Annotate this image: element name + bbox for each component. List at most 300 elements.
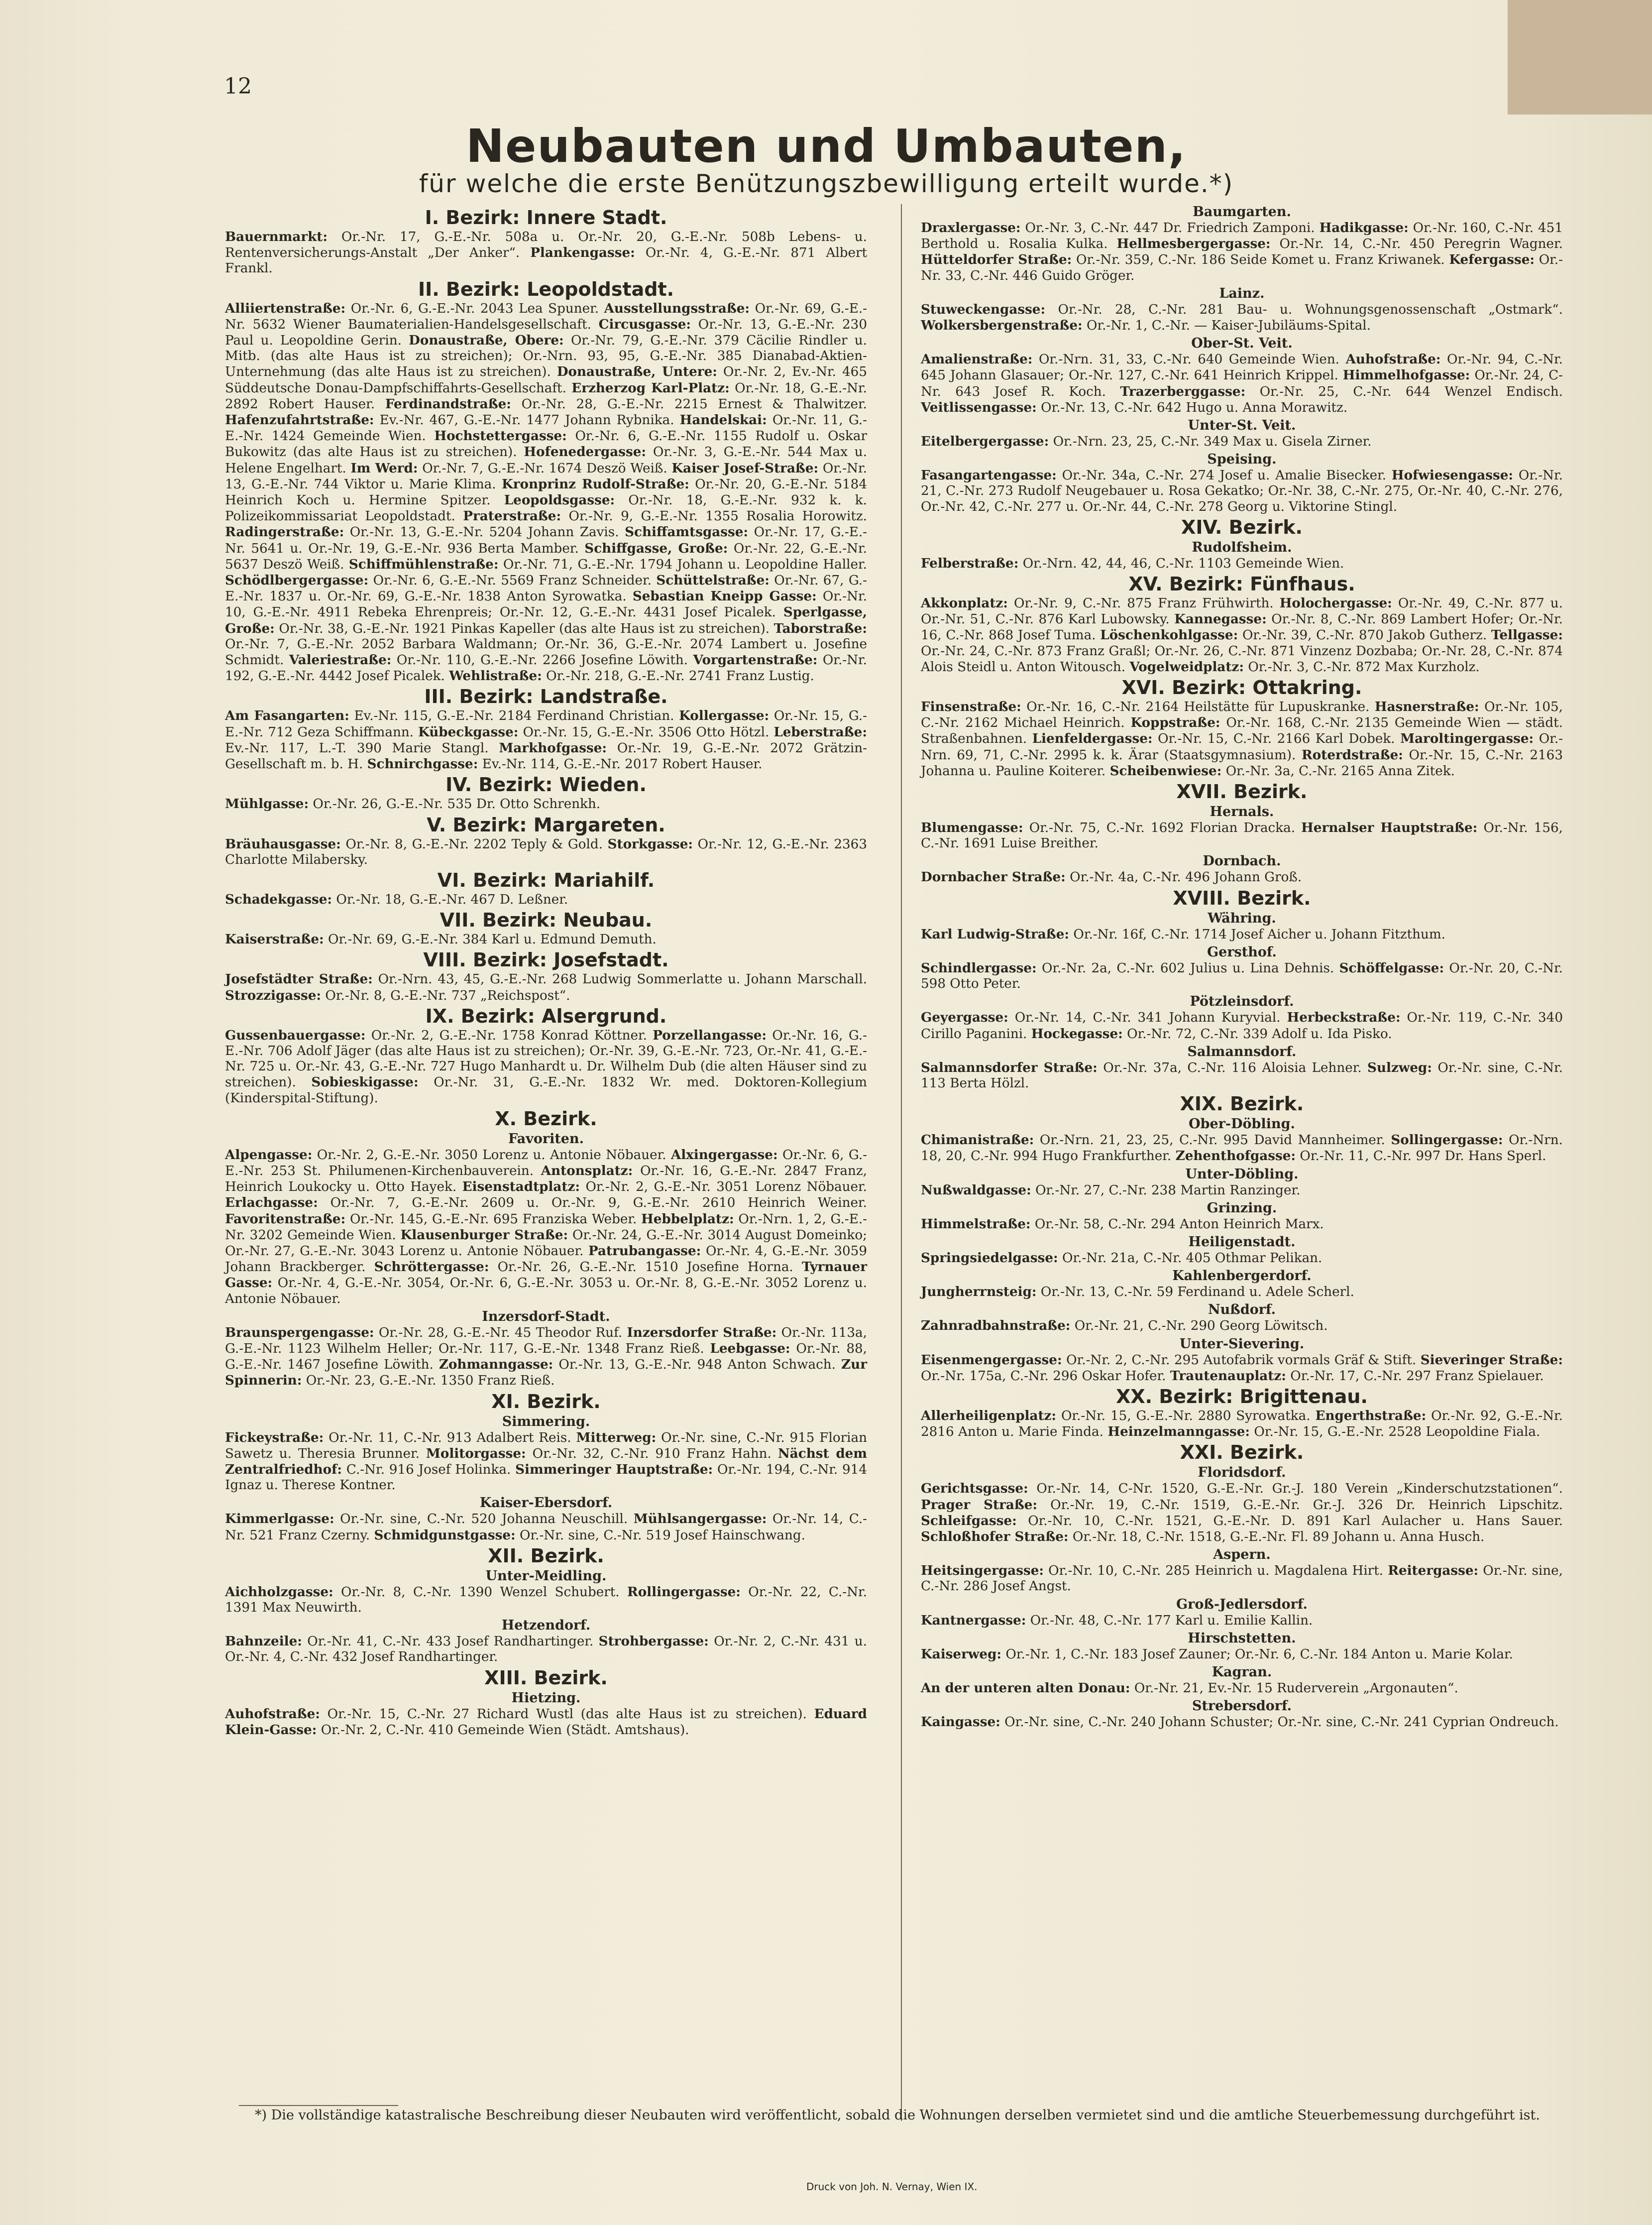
- entry-paragraph: [225, 1584, 867, 1616]
- entry-detail: Or.-Nr. 6, G.-E.-Nr. 1155 Rudolf u. Oskar Bukowitz (das alte Haus ist zu streichen).: [225, 429, 867, 460]
- district-heading: X. Bezirk.: [495, 1107, 597, 1130]
- entry-detail: Or.-Nr. 28, G.-E.-Nr. 45 Theodor Ruf.: [374, 1325, 627, 1340]
- street-name: Simmeringer Hauptstraße:: [515, 1461, 713, 1477]
- street-name: Leebgasse:: [710, 1340, 790, 1356]
- street-name: Erlachgasse:: [225, 1195, 318, 1211]
- entry-detail: Or.-Nr. 75, C.-Nr. 1692 Florian Dracka.: [1023, 820, 1302, 836]
- entry-detail: Or.-Nr. 24, G.-E.-Nr. 3014 August Domeinko; Or.-Nr. 27, G.-E.-Nr. 3043 Lorenz u. Antonie Nöbauer.: [225, 1227, 868, 1259]
- locality-heading: Speising.: [1207, 452, 1277, 468]
- entry-detail: Or.-Nr. 175a, C.-Nr. 296 Oskar Hofer.: [921, 1368, 1170, 1384]
- locality-heading: Kahlenbergerdorf.: [1172, 1268, 1312, 1284]
- entry-detail: Or.-Nr. 21, C.-Nr. 290 Georg Löwitsch.: [1070, 1318, 1328, 1334]
- street-name: Kannegasse:: [1174, 611, 1267, 627]
- entry-paragraph: [225, 229, 867, 277]
- street-name: Heinzelmanngasse:: [1107, 1424, 1250, 1440]
- entry-detail: Or.-Nrn. 31, 33, C.-Nr. 640 Gemeinde Wien.: [1032, 352, 1346, 367]
- entry-paragraph: [225, 796, 867, 812]
- page-subtitle: für welche die erste Benützungszbewilligung erteilt wurde.*): [419, 169, 1234, 198]
- printer-imprint: Druck von Joh. N. Vernay, Wien IX.: [806, 2181, 978, 2193]
- entry-detail: Or.-Nr. 6, G.-E.-Nr. 253 St. Philumenen-Kirchenbauverein.: [225, 1147, 867, 1178]
- entry-detail: Or.-Nr. 41, C.-Nr. 433 Josef Randhartinger.: [302, 1634, 599, 1649]
- entry-detail: Or.-Nr. 69, G.-E.-Nr. 5632 Wiener Baumaterialien-Handelsgesellschaft.: [225, 301, 867, 332]
- entry-detail: Or.-Nr. 2a, C.-Nr. 602 Julius u. Lina Dehnis.: [1036, 960, 1339, 976]
- street-name: Radingerstraße:: [225, 524, 344, 540]
- street-name: Erzherzog Karl-Platz:: [571, 380, 730, 396]
- street-name: Trautenauplatz:: [1170, 1368, 1286, 1384]
- street-name: Trazerberggasse:: [1120, 383, 1246, 399]
- street-name: Maroltingergasse:: [1400, 731, 1534, 747]
- entry-detail: Or.-Nr. 22, C.-Nr. 1391 Max Neuwirth.: [225, 1584, 867, 1615]
- entry-detail: Or.-Nrn. 1, 2, G.-E.-Nr. 3202 Gemeinde Wien.: [225, 1211, 868, 1243]
- entry-detail: Or.-Nr. 71, G.-E.-Nr. 1794 Johann u. Leopoldine Haller.: [498, 557, 867, 572]
- entry-detail: Or.-Nr. 26, G.-E.-Nr. 535 Dr. Otto Schrenkh.: [309, 797, 601, 812]
- street-name: Draxlergasse:: [921, 220, 1021, 235]
- locality-heading: Hetzendorf.: [501, 1618, 591, 1634]
- entry-detail: Or.-Nr. 15, C.-Nr. 27 Richard Wustl (das alte Haus ist zu streichen).: [320, 1706, 814, 1722]
- locality-heading: Unter-Sievering.: [1179, 1336, 1305, 1352]
- entry-detail: Or.-Nrn. 43, 45, G.-E.-Nr. 268 Ludwig Sommerlatte u. Johann Marschall.: [372, 972, 867, 987]
- entry-paragraph: [921, 1563, 1563, 1594]
- district-heading: XVI. Bezirk: Ottakring.: [1121, 677, 1362, 699]
- entry-detail: Or.-Nr. 18, C.-Nr. 1518, G.-E.-Nr. Fl. 89 Johann u. Anna Husch.: [1068, 1529, 1485, 1544]
- locality-heading: Währing.: [1208, 910, 1276, 926]
- entry-paragraph: [921, 1060, 1563, 1091]
- entry-detail: Or.-Nr. 21, Ev.-Nr. 15 Ruderverein „Argonauten“.: [1130, 1680, 1458, 1696]
- entry-paragraph: [921, 1132, 1563, 1164]
- entry-detail: Or.-Nr. 13, G.-E.-Nr. 744 Viktor u. Marie Klima.: [225, 461, 867, 492]
- entry-detail: Or.-Nr. 8, C.-Nr. 1390 Wenzel Schubert.: [333, 1584, 627, 1600]
- street-name: Auhofstraße:: [1345, 351, 1441, 367]
- entry-detail: Or.-Nr. 8, G.-E.-Nr. 737 „Reichspost“.: [321, 988, 570, 1003]
- locality-heading: Aspern.: [1213, 1547, 1271, 1563]
- entry-detail: Or.-Nr. 72, C.-Nr. 339 Adolf u. Ida Pisko.: [1122, 1026, 1392, 1042]
- district-heading: II. Bezirk: Leopoldstadt.: [418, 278, 674, 300]
- entry-paragraph: [225, 971, 867, 1003]
- entry-detail: Or.-Nr. 2, G.-E.-Nr. 1758 Konrad Köttner.: [365, 1028, 653, 1043]
- street-name: Strohbergasse:: [598, 1634, 709, 1649]
- entry-detail: Or.-Nr. 21a, C.-Nr. 405 Othmar Pelikan.: [1058, 1250, 1322, 1266]
- street-name: Chimanistraße:: [921, 1132, 1034, 1148]
- street-name: Himmelhofgasse:: [1342, 367, 1470, 383]
- entry-paragraph: [921, 699, 1563, 779]
- street-name: Hütteldorfer Straße:: [921, 252, 1072, 268]
- entry-paragraph: [921, 1284, 1563, 1300]
- street-name: Himmelstraße:: [921, 1216, 1031, 1232]
- street-name: Rollingergasse:: [627, 1584, 741, 1600]
- street-name: Hafenzufahrtstraße:: [225, 412, 374, 428]
- entry-detail: Or.-Nr. 18, G.-E.-Nr. 2892 Robert Hauser.: [225, 380, 867, 412]
- street-name: Schüttelstraße:: [656, 573, 770, 588]
- street-name: Schröttergasse:: [374, 1259, 489, 1275]
- entry-detail: Or.-Nr. 19, C.-Nr. 1519, G.-E.-Nr. Gr.-J. 326 Dr. Heinrich Lipschitz.: [1037, 1497, 1563, 1513]
- entry-paragraph: [921, 820, 1563, 851]
- street-name: Leberstraße:: [773, 724, 867, 740]
- entry-detail: Or.-Nr. 156, C.-Nr. 1691 Luise Breither.: [921, 820, 1563, 851]
- street-name: Springsiedelgasse:: [921, 1250, 1058, 1266]
- street-name: Handelskai:: [679, 412, 767, 428]
- street-name: Antonsplatz:: [541, 1163, 633, 1178]
- entry-detail: Or.-Nr. 28, G.-E.-Nr. 2215 Ernest & Thalwitzer.: [511, 396, 868, 412]
- street-name: Kollergasse:: [679, 708, 770, 724]
- street-name: Sobieskigasse:: [311, 1074, 419, 1090]
- entry-detail: Or.-Nr. 2, Ev.-Nr. 465 Süddeutsche Donau-Dampfschiffahrts-Gesellschaft.: [225, 364, 867, 396]
- entry-detail: Or.-Nr. 9, G.-E.-Nr. 1355 Rosalia Horowitz.: [561, 509, 867, 524]
- entry-detail: Or.-Nr. sine, C.-Nr. 286 Josef Angst.: [921, 1563, 1563, 1594]
- locality-heading: Ober-Döbling.: [1189, 1116, 1295, 1132]
- entry-paragraph: [225, 836, 867, 868]
- entry-detail: Or.-Nr. sine, C.-Nr. 915 Florian Sawetz u. Theresia Brunner.: [225, 1430, 867, 1461]
- entry-detail: Or.-Nr. 21, C.-Nr. 273 Rudolf Neugebauer u. Rosa Gekatko; Or.-Nr. 38, C.-Nr. 275, Or.-Nr. 40, C.-Nr. 276, Or.-Nr. 42, C.-Nr. 277 u. Or.-Nr. 44, C.-Nr. 278 Georg u. Viktorine Stingl.: [921, 468, 1563, 514]
- street-name: Aichholzgasse:: [225, 1584, 333, 1600]
- locality-heading: Grinzing.: [1207, 1200, 1277, 1216]
- street-name: Jungherrnsteig:: [921, 1284, 1037, 1300]
- street-name: Engerthstraße:: [1315, 1407, 1427, 1423]
- street-name: Akkonplatz:: [921, 595, 1008, 611]
- entry-detail: Or.-Nr. 3, C.-Nr. 872 Max Kurzholz.: [1244, 659, 1480, 675]
- entry-detail: Or.-Nr. 8, C.-Nr. 869 Lambert Hofer; Or.-Nr. 16, C.-Nr. 868 Josef Tuma.: [921, 612, 1563, 643]
- street-name: Heitsingergasse:: [921, 1563, 1044, 1579]
- street-name: Lienfeldergasse:: [1032, 731, 1153, 747]
- locality-heading: Hietzing.: [511, 1690, 581, 1706]
- locality-heading: Inzersdorf-Stadt.: [482, 1308, 610, 1324]
- entry-paragraph: [921, 960, 1563, 992]
- street-name: Kübeckgasse:: [418, 724, 519, 740]
- entry-detail: Or.-Nr. 3, C.-Nr. 447 Dr. Friedrich Zamponi.: [1020, 221, 1320, 235]
- entry-detail: Or.-Nr. 12, G.-E.-Nr. 2363 Charlotte Milabersky.: [225, 836, 867, 867]
- street-name: Wehlistraße:: [449, 668, 542, 684]
- street-name: Markhofgasse:: [499, 740, 607, 756]
- street-name: Nächst dem Zentralfriedhof:: [225, 1445, 868, 1477]
- street-name: Scheibenwiese:: [1109, 763, 1222, 779]
- entry-paragraph: [225, 1325, 867, 1389]
- street-name: Schindlergasse:: [921, 960, 1037, 976]
- entry-detail: Or.-Nr. 2, C.-Nr. 410 Gemeinde Wien (Städt. Amtshaus).: [317, 1722, 689, 1738]
- street-name: Schiffgasse, Große:: [584, 540, 728, 556]
- street-name: Blumengasse:: [921, 820, 1023, 836]
- entry-detail: Or.-Nrn. 18, 20, C.-Nr. 994 Hugo Frankfurther.: [921, 1133, 1563, 1164]
- entry-detail: Or.-Nr. 16, C.-Nr. 2164 Heilstätte für Lupuskranke.: [1021, 700, 1375, 715]
- street-name: Braunspergengasse:: [225, 1324, 374, 1340]
- entry-detail: Or.-Nr. 13, G.-E.-Nr. 948 Anton Schwach.: [553, 1357, 842, 1373]
- street-name: Schloßhofer Straße:: [921, 1528, 1069, 1544]
- street-name: Koppstraße:: [1130, 715, 1220, 731]
- street-name: Alliiertenstraße:: [225, 300, 346, 316]
- street-name: Vogelweidplatz:: [1129, 659, 1244, 675]
- entry-detail: Or.-Nr. 13, G.-E.-Nr. 5204 Johann Zavis.: [344, 525, 625, 540]
- entry-paragraph: [225, 1706, 867, 1738]
- locality-heading: Lainz.: [1219, 285, 1265, 301]
- entry-paragraph: [225, 301, 867, 685]
- entry-detail: Or.-Nr. sine, C.-Nr. 240 Johann Schuster; Or.-Nr. sine, C.-Nr. 241 Cyprian Ondreuch.: [1000, 1715, 1559, 1730]
- street-name: Hasnerstraße:: [1374, 699, 1479, 715]
- entry-detail: Or.-Nr. 14, C.-Nr. 341 Johann Kuryvial.: [1008, 1010, 1287, 1026]
- entry-detail: Or.-Nr. 16, G.-E.-Nr. 706 Adolf Jäger (das alte Haus ist zu streichen); Or.-Nr. 39, G.-E.-Nr. 723, Or.-Nr. 41, G.-E.-Nr. 725 u. Or.-Nr. 43, G.-E.-Nr. 727 Hugo Manhardt u. Dr. Wilhelm Dub (die alten Häuser sind zu streichen).: [225, 1028, 867, 1090]
- locality-heading: Hirschstetten.: [1188, 1630, 1296, 1646]
- street-name: Tellgasse:: [1491, 627, 1563, 643]
- district-heading: XVII. Bezirk.: [1176, 781, 1308, 803]
- street-name: Schiffamtsgasse:: [625, 524, 749, 540]
- entry-detail: Or.-Nr. 14, C-Nr. 1520, G.-E.-Nr. Gr.-J. 180 Verein „Kinderschutzstationen“.: [1028, 1481, 1563, 1497]
- district-heading: V. Bezirk: Margareten.: [427, 814, 665, 836]
- street-name: Ferdinandstraße:: [385, 396, 511, 412]
- street-name: Wolkersbergenstraße:: [921, 318, 1083, 334]
- column-divider: [901, 204, 902, 2121]
- page-number: 12: [224, 74, 252, 99]
- street-name: Auhofstraße:: [225, 1706, 320, 1722]
- entry-paragraph: [921, 351, 1563, 416]
- street-name: Am Fasangarten:: [225, 708, 349, 724]
- entry-detail: Or.-Nr. 15, G.-E.-Nr. 2880 Syrowatka.: [1056, 1408, 1316, 1423]
- entry-paragraph: [225, 708, 867, 772]
- district-heading: XIX. Bezirk.: [1180, 1093, 1304, 1115]
- entry-detail: Or.-Nr. 16, G.-E.-Nr. 2847 Franz, Heinrich Loukocky u. Otto Hayek.: [225, 1163, 867, 1195]
- locality-heading: Kagran.: [1211, 1664, 1272, 1680]
- entry-detail: Ev.-Nr. 117, L.-T. 390 Marie Stangl.: [225, 740, 499, 756]
- entry-detail: Or.-Nr. 10, G.-E.-Nr. 4911 Rebeka Ehrenpreis; Or.-Nr. 12, G.-E.-Nr. 4431 Josef Picalek.: [225, 589, 868, 620]
- entry-detail: Or.-Nr. 2, C.-Nr. 431 u. Or.-Nr. 4, C.-Nr. 432 Josef Randhartinger.: [225, 1634, 867, 1665]
- entry-detail: Or.-Nr. 26, G.-E.-Nr. 1510 Josefine Horna.: [489, 1260, 802, 1275]
- street-name: Valeriestraße:: [289, 652, 392, 668]
- street-name: Holochergasse:: [1279, 595, 1392, 611]
- street-name: Finsenstraße:: [921, 699, 1021, 715]
- entry-detail: Or.-Nr. 6, G.-E.-Nr. 5569 Franz Schneider.: [368, 573, 657, 588]
- entry-detail: Ev.-Nr. 467, G.-E.-Nr. 1477 Johann Rybnika.: [374, 413, 680, 428]
- entry-detail: Or.-Nr. 23, G.-E.-Nr. 1350 Franz Rieß.: [302, 1373, 555, 1389]
- entry-detail: Or.-Nr. 119, C.-Nr. 340 Cirillo Paganini.: [921, 1010, 1563, 1042]
- locality-heading: Simmering.: [502, 1413, 590, 1429]
- entry-paragraph: [921, 869, 1563, 885]
- entry-paragraph: [225, 892, 867, 908]
- entry-detail: Or.-Nr. 105, C.-Nr. 2162 Michael Heinrich.: [921, 700, 1563, 731]
- entry-detail: Or.-Nr. 3, G.-E.-Nr. 544 Max u. Helene Engelhart.: [225, 445, 867, 476]
- entry-paragraph: [225, 1511, 867, 1543]
- locality-heading: Unter-St. Veit.: [1188, 418, 1296, 434]
- entry-detail: Or.-Nr. 7, G.-E.-Nr. 2052 Barbara Waldmann; Or.-Nr. 36, G.-E.-Nr. 2074 Lambert u. Josefine Schmidt.: [225, 636, 867, 668]
- street-name: Im Werd:: [350, 460, 418, 476]
- locality-heading: Favoriten.: [508, 1131, 584, 1147]
- street-name: Gussenbauergasse:: [225, 1027, 366, 1043]
- street-name: An der unteren alten Donau:: [921, 1680, 1130, 1696]
- entry-detail: Or.-Nr. 192, G.-E.-Nr. 4442 Josef Picalek.: [225, 653, 868, 684]
- locality-heading: Pötzleinsdorf.: [1190, 994, 1294, 1010]
- entry-detail: Or.-Nr. 37a, C.-Nr. 116 Aloisia Lehner.: [1097, 1060, 1368, 1075]
- street-name: Kantnergasse:: [921, 1612, 1026, 1628]
- street-name: Hofwiesengasse:: [1391, 468, 1514, 483]
- entry-detail: Or.-Nr. 160, C.-Nr. 451 Berthold u. Rosalia Kulka.: [921, 221, 1563, 252]
- entry-detail: Or.-Nr. 2, G.-E.-Nr. 3051 Lorenz Nöbauer.: [580, 1179, 867, 1195]
- entry-detail: Or.-Nr. 4, G.-E.-Nr. 3059 Johann Brackberger.: [225, 1243, 867, 1275]
- street-name: Schödlbergergasse:: [225, 573, 369, 588]
- entry-detail: Or.-Nr. sine, C.-Nr. 519 Josef Hainschwang.: [515, 1527, 805, 1543]
- entry-paragraph: [921, 434, 1563, 450]
- entry-detail: Or.-Nr. 31, G.-E.-Nr. 1832 Wr. med. Doktoren-Kollegium (Kinderspital-Stiftung).: [225, 1075, 867, 1106]
- locality-heading: Unter-Meidling.: [485, 1568, 607, 1584]
- street-name: Praterstraße:: [463, 508, 561, 524]
- entry-detail: Or.-Nr. 15, C.-Nr. 2163 Johanna u. Pauline Koiterer.: [921, 747, 1563, 779]
- entry-paragraph: [921, 1481, 1563, 1545]
- entry-detail: Or.-Nr. 24, C.-Nr. 873 Franz Graßl; Or.-Nr. 26, C.-Nr. 871 Vinzenz Dozbaba; Or.-Nr. 28, C.-Nr. 874 Alois Steidl u. Anton Witousch.: [921, 643, 1563, 675]
- street-name: Hebbelplatz:: [641, 1211, 734, 1227]
- street-name: Kaiser Josef-Straße:: [671, 460, 819, 476]
- entry-paragraph: [225, 1634, 867, 1665]
- locality-heading: Baumgarten.: [1193, 204, 1291, 220]
- street-name: Fickeystraße:: [225, 1429, 324, 1445]
- entry-detail: Or.-Nr. 4a, C.-Nr. 496 Johann Groß.: [1065, 870, 1302, 885]
- entry-detail: Ev.-Nr. 114, G.-E.-Nr. 2017 Robert Hauser.: [478, 757, 763, 772]
- entry-detail: Or.-Nr. 16f, C.-Nr. 1714 Josef Aicher u. Johann Fitzthum.: [1069, 927, 1445, 942]
- street-name: Geyergasse:: [921, 1010, 1008, 1026]
- street-name: Mitterweg:: [576, 1429, 657, 1445]
- entry-paragraph: [225, 1028, 867, 1106]
- street-name: Bahnzeile:: [225, 1634, 302, 1649]
- entry-detail: Or.-Nr. 2, G.-E.-Nr. 3050 Lorenz u. Antonie Nöbauer.: [312, 1147, 671, 1163]
- entry-detail: Or.-Nr. 17, C.-Nr. 297 Franz Spielauer.: [1286, 1368, 1544, 1384]
- entry-detail: Or.-Nr. 145, G.-E.-Nr. 695 Franziska Weber.: [345, 1211, 642, 1227]
- street-name: Hockegasse:: [1031, 1026, 1123, 1042]
- entry-detail: Or.-Nr. 17, G.-E.-Nr. 508a u. Or.-Nr. 20, G.-E.-Nr. 508b Lebens- u. Rentenversicherungs-Anstalt „Der Anker“.: [225, 230, 867, 261]
- district-heading: III. Bezirk: Landstraße.: [424, 686, 668, 708]
- street-name: Allerheiligenplatz:: [921, 1407, 1057, 1423]
- street-name: Löschenkohlgasse:: [1100, 627, 1238, 643]
- street-name: Roterdstraße:: [1302, 747, 1403, 763]
- locality-heading: Rudolfsheim.: [1192, 539, 1292, 555]
- locality-heading: Hernals.: [1210, 804, 1274, 820]
- right-column: [921, 202, 1563, 1730]
- street-name: Nußwaldgasse:: [921, 1182, 1031, 1198]
- street-name: Ausstellungsstraße:: [604, 300, 750, 316]
- entry-detail: C.-Nr. 916 Josef Holinka.: [342, 1462, 516, 1477]
- locality-heading: Gersthof.: [1207, 944, 1277, 960]
- entry-detail: Or.-Nr. 24, C-Nr. 643 Josef R. Koch.: [921, 368, 1563, 399]
- street-name: Alxingergasse:: [670, 1147, 778, 1163]
- entry-detail: Or.-Nr. sine, C.-Nr. 520 Johanna Neuschill.: [334, 1512, 634, 1527]
- locality-heading: Strebersdorf.: [1192, 1698, 1292, 1714]
- entry-detail: Or.-Nr. 88, G.-E.-Nr. 1467 Josefine Löwith.: [225, 1341, 867, 1373]
- street-name: Herbeckstraße:: [1287, 1010, 1401, 1026]
- entry-detail: Or.-Nr. 17, G.-E.-Nr. 5641 u. Or.-Nr. 19, G.-E.-Nr. 936 Berta Mamber.: [225, 525, 867, 556]
- street-name: Sperlgasse, Große:: [225, 604, 867, 636]
- entry-detail: Or.-Nr. 7, G.-E.-Nr. 1674 Deszö Weiß.: [418, 461, 672, 476]
- street-name: Sollingergasse:: [1391, 1132, 1503, 1148]
- entry-detail: Or.-Nr. 92, G.-E.-Nr. 2816 Anton u. Marie Finda.: [921, 1408, 1563, 1440]
- entry-detail: Or.-Nr. 34a, C.-Nr. 274 Josef u. Amalie Bisecker.: [1056, 468, 1392, 483]
- street-name: Inzersdorfer Straße:: [627, 1324, 777, 1340]
- district-heading: XXI. Bezirk.: [1180, 1441, 1304, 1464]
- locality-heading: Salmannsdorf.: [1187, 1044, 1297, 1059]
- entry-detail: Or.-Nr. 11, C.-Nr. 913 Adalbert Reis.: [324, 1430, 576, 1445]
- entry-paragraph: [225, 932, 867, 947]
- street-name: Sieveringer Straße:: [1420, 1352, 1563, 1368]
- locality-heading: Floridsdorf.: [1198, 1465, 1286, 1481]
- entry-paragraph: [921, 1680, 1563, 1696]
- street-name: Mühlgasse:: [225, 796, 309, 812]
- entry-paragraph: [921, 302, 1563, 334]
- street-name: Molitorgasse:: [426, 1445, 526, 1461]
- street-name: Hellmesbergergasse:: [1116, 236, 1271, 252]
- street-name: Schiffmühlenstraße:: [348, 556, 499, 572]
- entry-detail: Or.-Nr. 168, C.-Nr. 2135 Gemeinde Wien — städt. Straßenbahnen.: [921, 715, 1563, 747]
- street-name: Kaingasse:: [921, 1714, 1000, 1730]
- entry-detail: Or.-Nr. 18, G.-E.-Nr. 932 k. k. Polizeikommissariat Leopoldstadt.: [225, 493, 867, 524]
- locality-heading: Unter-Döbling.: [1185, 1166, 1299, 1182]
- street-name: Klausenburger Straße:: [400, 1227, 568, 1243]
- entry-detail: Or.-Nr. 13, G.-E.-Nr. 230 Paul u. Leopoldine Gerin.: [225, 317, 867, 349]
- entry-paragraph: [921, 1216, 1563, 1232]
- street-name: Mühlsangergasse:: [633, 1511, 767, 1527]
- entry-detail: Or.-Nr. 110, G.-E.-Nr. 2266 Josefine Löwith.: [391, 653, 693, 668]
- entry-detail: Or.-Nr. 32, C.-Nr. 910 Franz Hahn.: [526, 1446, 778, 1461]
- street-name: Eisenstadtplatz:: [462, 1179, 580, 1195]
- entry-paragraph: [921, 556, 1563, 572]
- entry-detail: Or.-Nr. 194, C.-Nr. 914 Ignaz u. Therese Kontner.: [225, 1462, 867, 1493]
- entry-detail: Or.-Nr. 38, G.-E.-Nr. 1921 Pinkas Kapeller (das alte Haus ist zu streichen).: [274, 621, 774, 636]
- street-name: Gerichtsgasse:: [921, 1481, 1028, 1497]
- entry-detail: Or.-Nr. 10, C.-Nr. 1521, G.-E.-Nr. D. 891 Karl Aulacher u. Hans Sauer.: [1016, 1513, 1563, 1528]
- locality-heading: Groß-Jedlersdorf.: [1176, 1596, 1308, 1612]
- entry-detail: Or.-Nr. 67, G.-E.-Nr. 1837 u. Or.-Nr. 69, G.-E.-Nr. 1838 Anton Syrowatka.: [225, 573, 867, 604]
- entry-paragraph: [921, 1352, 1563, 1384]
- entry-paragraph: [225, 1430, 867, 1494]
- district-heading: IV. Bezirk: Wieden.: [445, 774, 647, 796]
- street-name: Kronprinz Rudolf-Straße:: [501, 476, 689, 492]
- entry-paragraph: [921, 1010, 1563, 1042]
- street-name: Zur Spinnerin:: [225, 1357, 867, 1389]
- street-name: Sebastian Kneipp Gasse:: [632, 588, 817, 604]
- page-corner-tab: [1508, 0, 1652, 115]
- district-heading: XI. Bezirk.: [491, 1390, 601, 1412]
- entry-detail: Or.-Nr. 218, G.-E.-Nr. 2741 Franz Lustig.: [542, 669, 814, 684]
- entry-detail: Or.-Nr. 15, G.-E.-Nr. 2528 Leopoldine Fiala.: [1250, 1424, 1541, 1440]
- entry-detail: Or.-Nr. 33, C.-Nr. 446 Guido Gröger.: [921, 252, 1563, 283]
- district-heading: IX. Bezirk: Alsergrund.: [425, 1005, 667, 1027]
- page-title: Neubauten und Umbauten,: [466, 119, 1187, 173]
- entry-detail: Or.-Nr. 94, C.-Nr. 645 Johann Glasauer; Or.-Nr. 127, C.-Nr. 641 Heinrich Krippel.: [921, 352, 1563, 383]
- district-heading: XII. Bezirk.: [488, 1544, 604, 1567]
- entry-paragraph: [921, 1714, 1563, 1730]
- district-heading: XIV. Bezirk.: [1181, 516, 1303, 538]
- entry-detail: Or.-Nr. 27, C.-Nr. 238 Martin Ranzinger.: [1031, 1182, 1301, 1198]
- district-heading: VII. Bezirk: Neubau.: [440, 909, 653, 932]
- street-name: Veitlissengasse:: [921, 399, 1037, 415]
- street-name: Leopoldsgasse:: [504, 492, 615, 508]
- street-name: Favoritenstraße:: [225, 1211, 346, 1227]
- street-name: Salmannsdorfer Straße:: [921, 1059, 1098, 1075]
- entry-paragraph: [921, 1646, 1563, 1662]
- entry-detail: Or.-Nr. 18, G.-E.-Nr. 467 D. Leßner.: [332, 892, 568, 907]
- footnote-rule: [239, 2105, 398, 2106]
- street-name: Schöffelgasse:: [1339, 960, 1444, 976]
- district-heading: XVIII. Bezirk.: [1173, 887, 1311, 909]
- street-name: Strozzigasse:: [225, 987, 322, 1003]
- entry-paragraph: [921, 1318, 1563, 1334]
- entry-detail: Or.-Nr. 1, C.-Nr. — Kaiser-Jubiläums-Spital.: [1082, 318, 1371, 334]
- street-name: Stuweckengasse:: [921, 301, 1046, 317]
- entry-detail: Or.-Nr. 13, C.-Nr. 59 Ferdinand u. Adele Scherl.: [1036, 1285, 1354, 1300]
- street-name: Eitelbergergasse:: [921, 434, 1049, 450]
- street-name: Dornbacher Straße:: [921, 869, 1066, 885]
- district-heading: XX. Bezirk: Brigittenau.: [1116, 1385, 1368, 1407]
- entry-paragraph: [921, 220, 1563, 284]
- entry-detail: Or.-Nr. 13, C.-Nr. 642 Hugo u. Anna Morawitz.: [1036, 400, 1348, 415]
- footnote: *) Die vollständige katastralische Beschreibung dieser Neubauten wird veröffentlicht, sobald die Wohnungen derselben vermietet sind und die amtliche Steuerbemessung durchgeführt ist.: [255, 2108, 1540, 2123]
- entry-detail: Or.-Nr. 10, C.-Nr. 285 Heinrich u. Magdalena Hirt.: [1044, 1563, 1388, 1579]
- entry-detail: Or.-Nr. 14, C.-Nr. 521 Franz Czerny.: [225, 1512, 868, 1543]
- street-name: Tyrnauer Gasse:: [225, 1259, 867, 1291]
- entry-detail: Or.-Nr. 79, G.-E.-Nr. 379 Cäcilie Rindler u. Mitb. (das alte Haus ist zu streichen); Or.-Nrn. 93, 95, G.-E.-Nr. 385 Dianabad-Aktien-Unternehmung (das alte Haus ist zu streichen).: [225, 333, 867, 380]
- street-name: Fasangartengasse:: [921, 468, 1057, 483]
- locality-heading: Dornbach.: [1203, 853, 1281, 869]
- entry-detail: Or.-Nrn. 21, 23, 25, C.-Nr. 995 David Mannheimer.: [1034, 1133, 1391, 1148]
